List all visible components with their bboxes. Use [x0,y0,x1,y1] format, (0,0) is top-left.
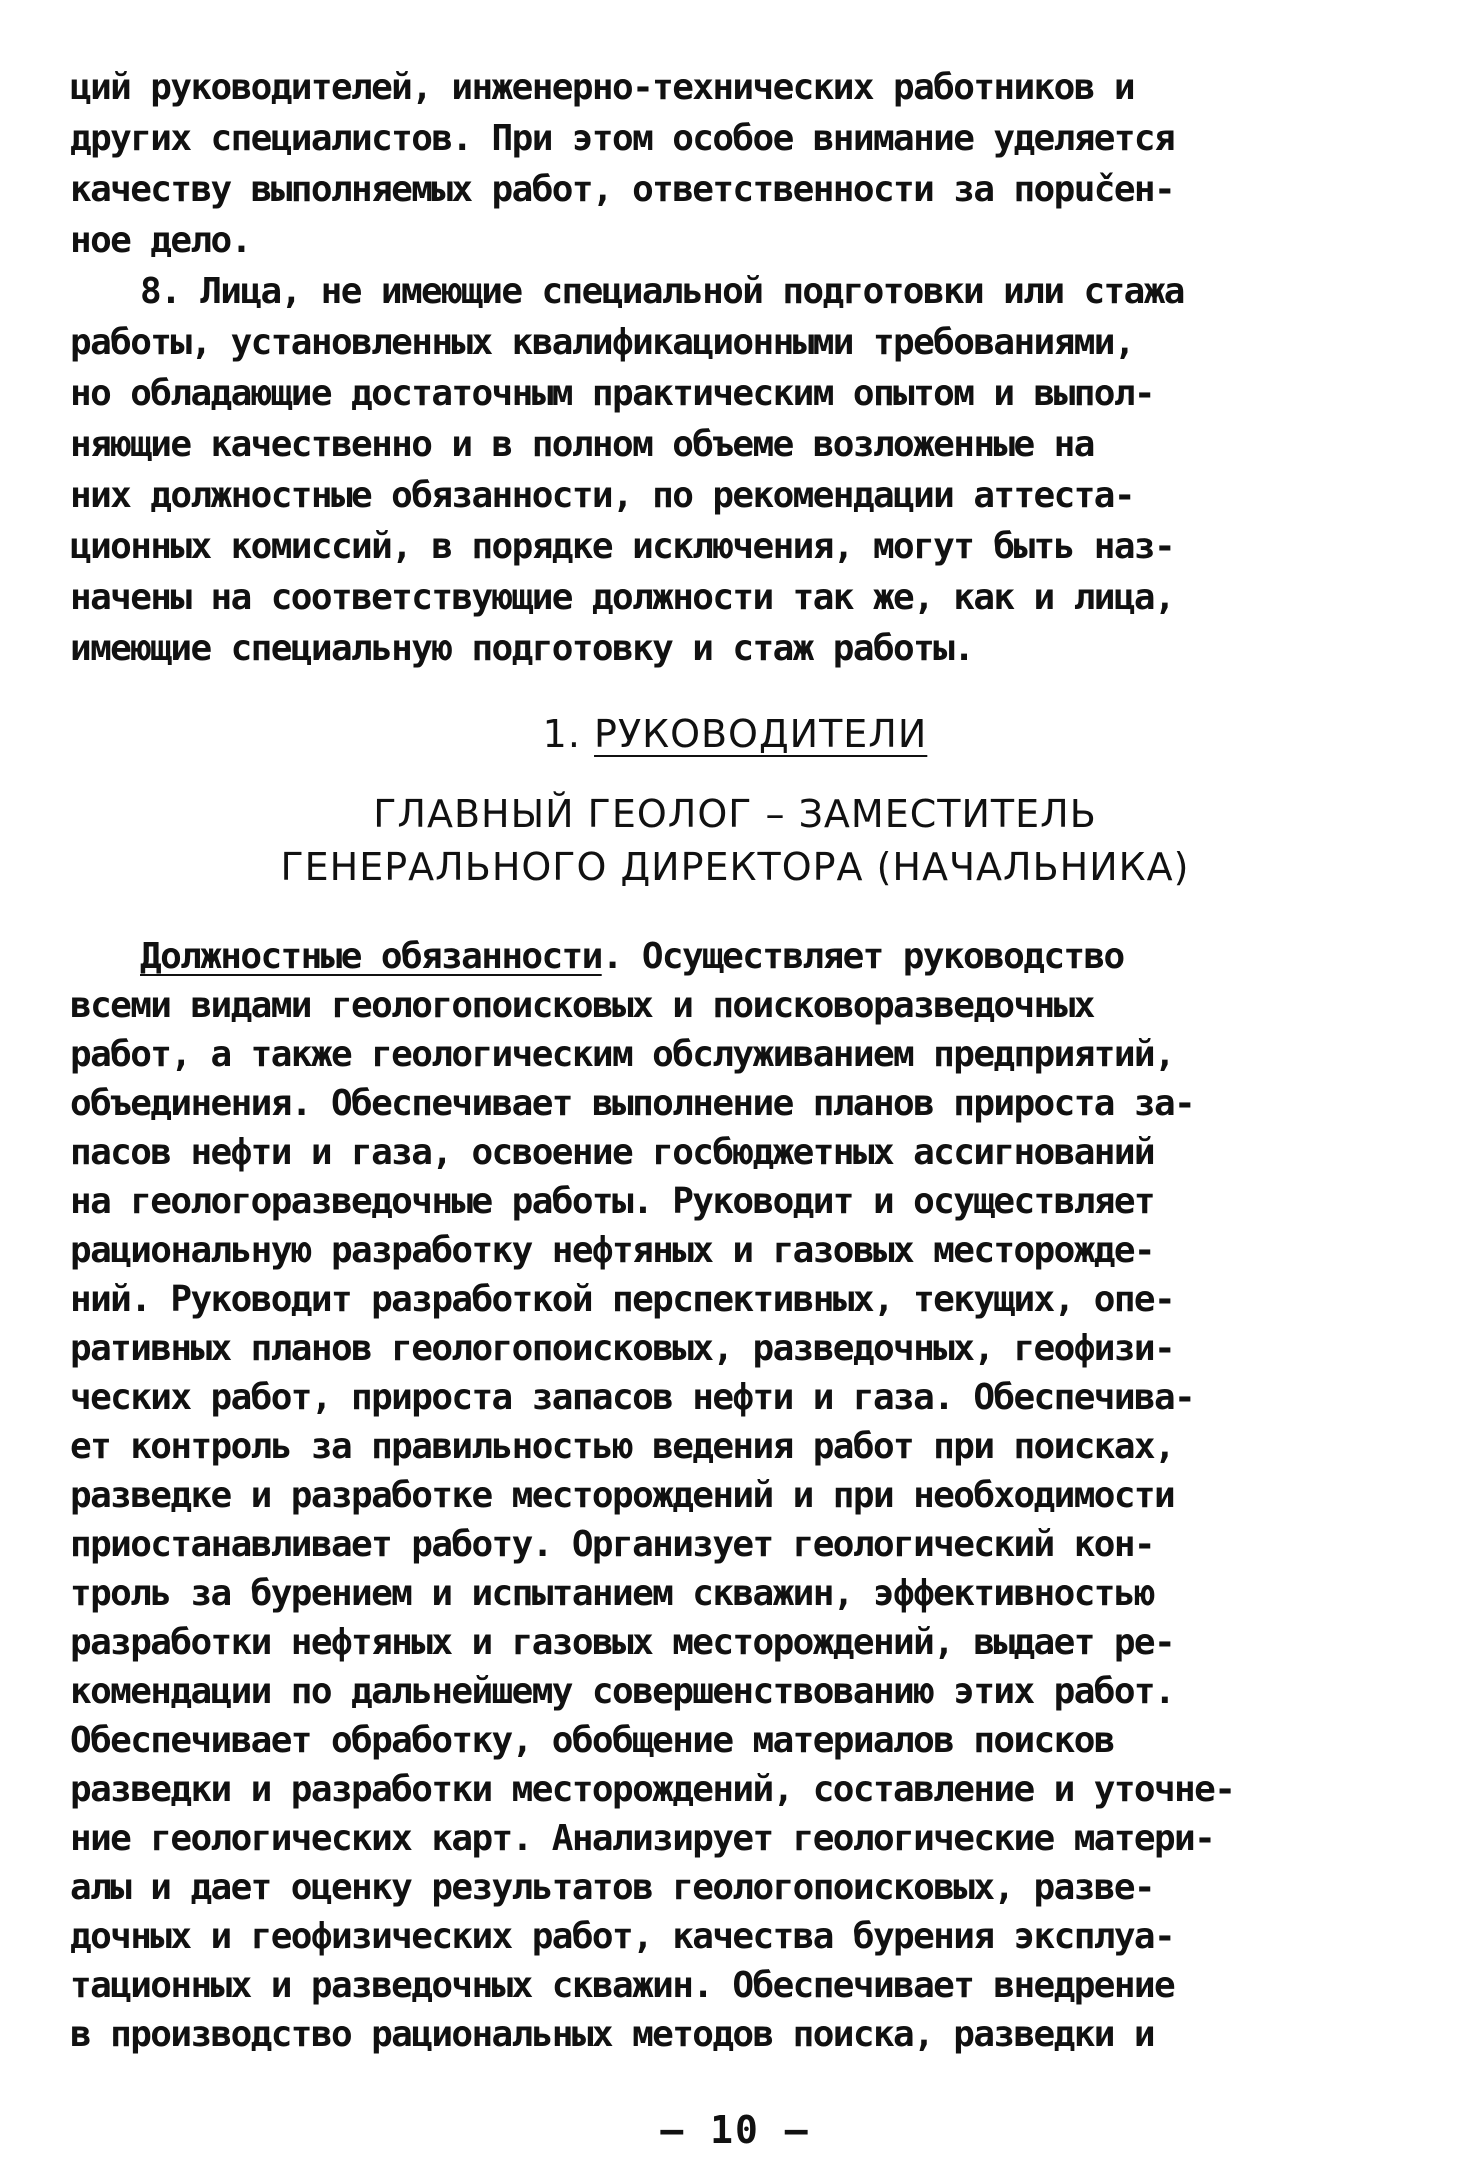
duties-line-16: комендации по дальнейшему совершенствованию этих работ. [70,1671,1175,1712]
duties-line-8: ний. Руководит разработкой перспективных, текущих, опе- [70,1279,1175,1320]
duties-line-7: рациональную разработку нефтяных и газовых месторожде- [70,1230,1154,1271]
para8-line-6: ционных комиссий, в порядке исключения, могут быть наз- [70,526,1175,567]
intro-line-3: качеству выполняемых работ, ответственности за порučен- [70,169,1175,210]
duties-line-5: пасов нефти и газа, освоение госбюджетных ассигнований [70,1132,1154,1173]
para8-line-1: 8. Лица, не имеющие специальной подготовки или стажа [140,271,1184,312]
duties-line-11: ет контроль за правильностью ведения работ при поисках, [70,1426,1175,1467]
duties-line-20: алы и дает оценку результатов геологопоисковых, разве- [70,1867,1154,1908]
para8-line-2: работы, установленных квалификационными требованиями, [70,322,1134,363]
duties-line-22: тационных и разведочных скважин. Обеспечивает внедрение [70,1965,1175,2006]
intro-line-4: ное дело. [70,220,251,261]
duties-line-19: ние геологических карт. Анализирует геологические матери- [70,1818,1215,1859]
duties-line-9: ративных планов геологопоисковых, разведочных, геофизи- [70,1328,1175,1369]
duties-line-15: разработки нефтяных и газовых месторождений, выдает ре- [70,1622,1175,1663]
duties-line-10: ческих работ, прироста запасов нефти и газа. Обеспечива- [70,1377,1195,1418]
para8-line-5: них должностные обязанности, по рекомендации аттеста- [70,475,1134,516]
duties-line-18: разведки и разработки месторождений, составление и уточне- [70,1769,1235,1810]
intro-line-2: других специалистов. При этом особое внимание уделяется [70,118,1175,159]
page-number: – 10 – [660,2108,810,2152]
duties-line-21: дочных и геофизических работ, качества бурения эксплуа- [70,1916,1175,1957]
duties-line-13: приостанавливает работу. Организует геологический кон- [70,1524,1154,1565]
duties-line-23: в производство рациональных методов поиска, разведки и [70,2014,1154,2055]
section-heading [0,712,1470,756]
duties-line-2: всеми видами геологопоисковых и поисковоразведочных [70,985,1094,1026]
duties-line-6: на геологоразведочные работы. Руководит и осуществляет [70,1181,1154,1222]
position-title-line-2: ГЕНЕРАЛЬНОГО ДИРЕКТОРА (НАЧАЛЬНИКА) [280,845,1190,889]
section-number: 1. [542,712,581,756]
duties-line-14: троль за бурением и испытанием скважин, эффективностью [70,1573,1154,1614]
para8-line-3: но обладающие достаточным практическим опытом и выпол- [70,373,1154,414]
intro-line-1: ций руководителей, инженерно-технических работников и [70,67,1134,108]
para8-line-8: имеющие специальную подготовку и стаж работы. [70,628,974,669]
duties-line-17: Обеспечивает обработку, обобщение материалов поисков [70,1720,1114,1761]
para8-line-7: начены на соответствующие должности так же, как и лица, [70,577,1175,618]
duties-line-1 [140,931,1400,982]
duties-first-line-rest: . Осуществляет руководство [601,936,1124,977]
duties-line-12: разведке и разработке месторождений и при необходимости [70,1475,1175,1516]
duties-label: Должностные обязанности [140,936,602,977]
duties-line-3: работ, а также геологическим обслуживанием предприятий, [70,1034,1175,1075]
section-title: РУКОВОДИТЕЛИ [594,712,928,756]
duties-line-4: объединения. Обеспечивает выполнение планов прироста за- [70,1083,1195,1124]
position-title-line-1: ГЛАВНЫЙ ГЕОЛОГ – ЗАМЕСТИТЕЛЬ [373,792,1097,836]
para8-line-4: няющие качественно и в полном объеме возложенные на [70,424,1094,465]
